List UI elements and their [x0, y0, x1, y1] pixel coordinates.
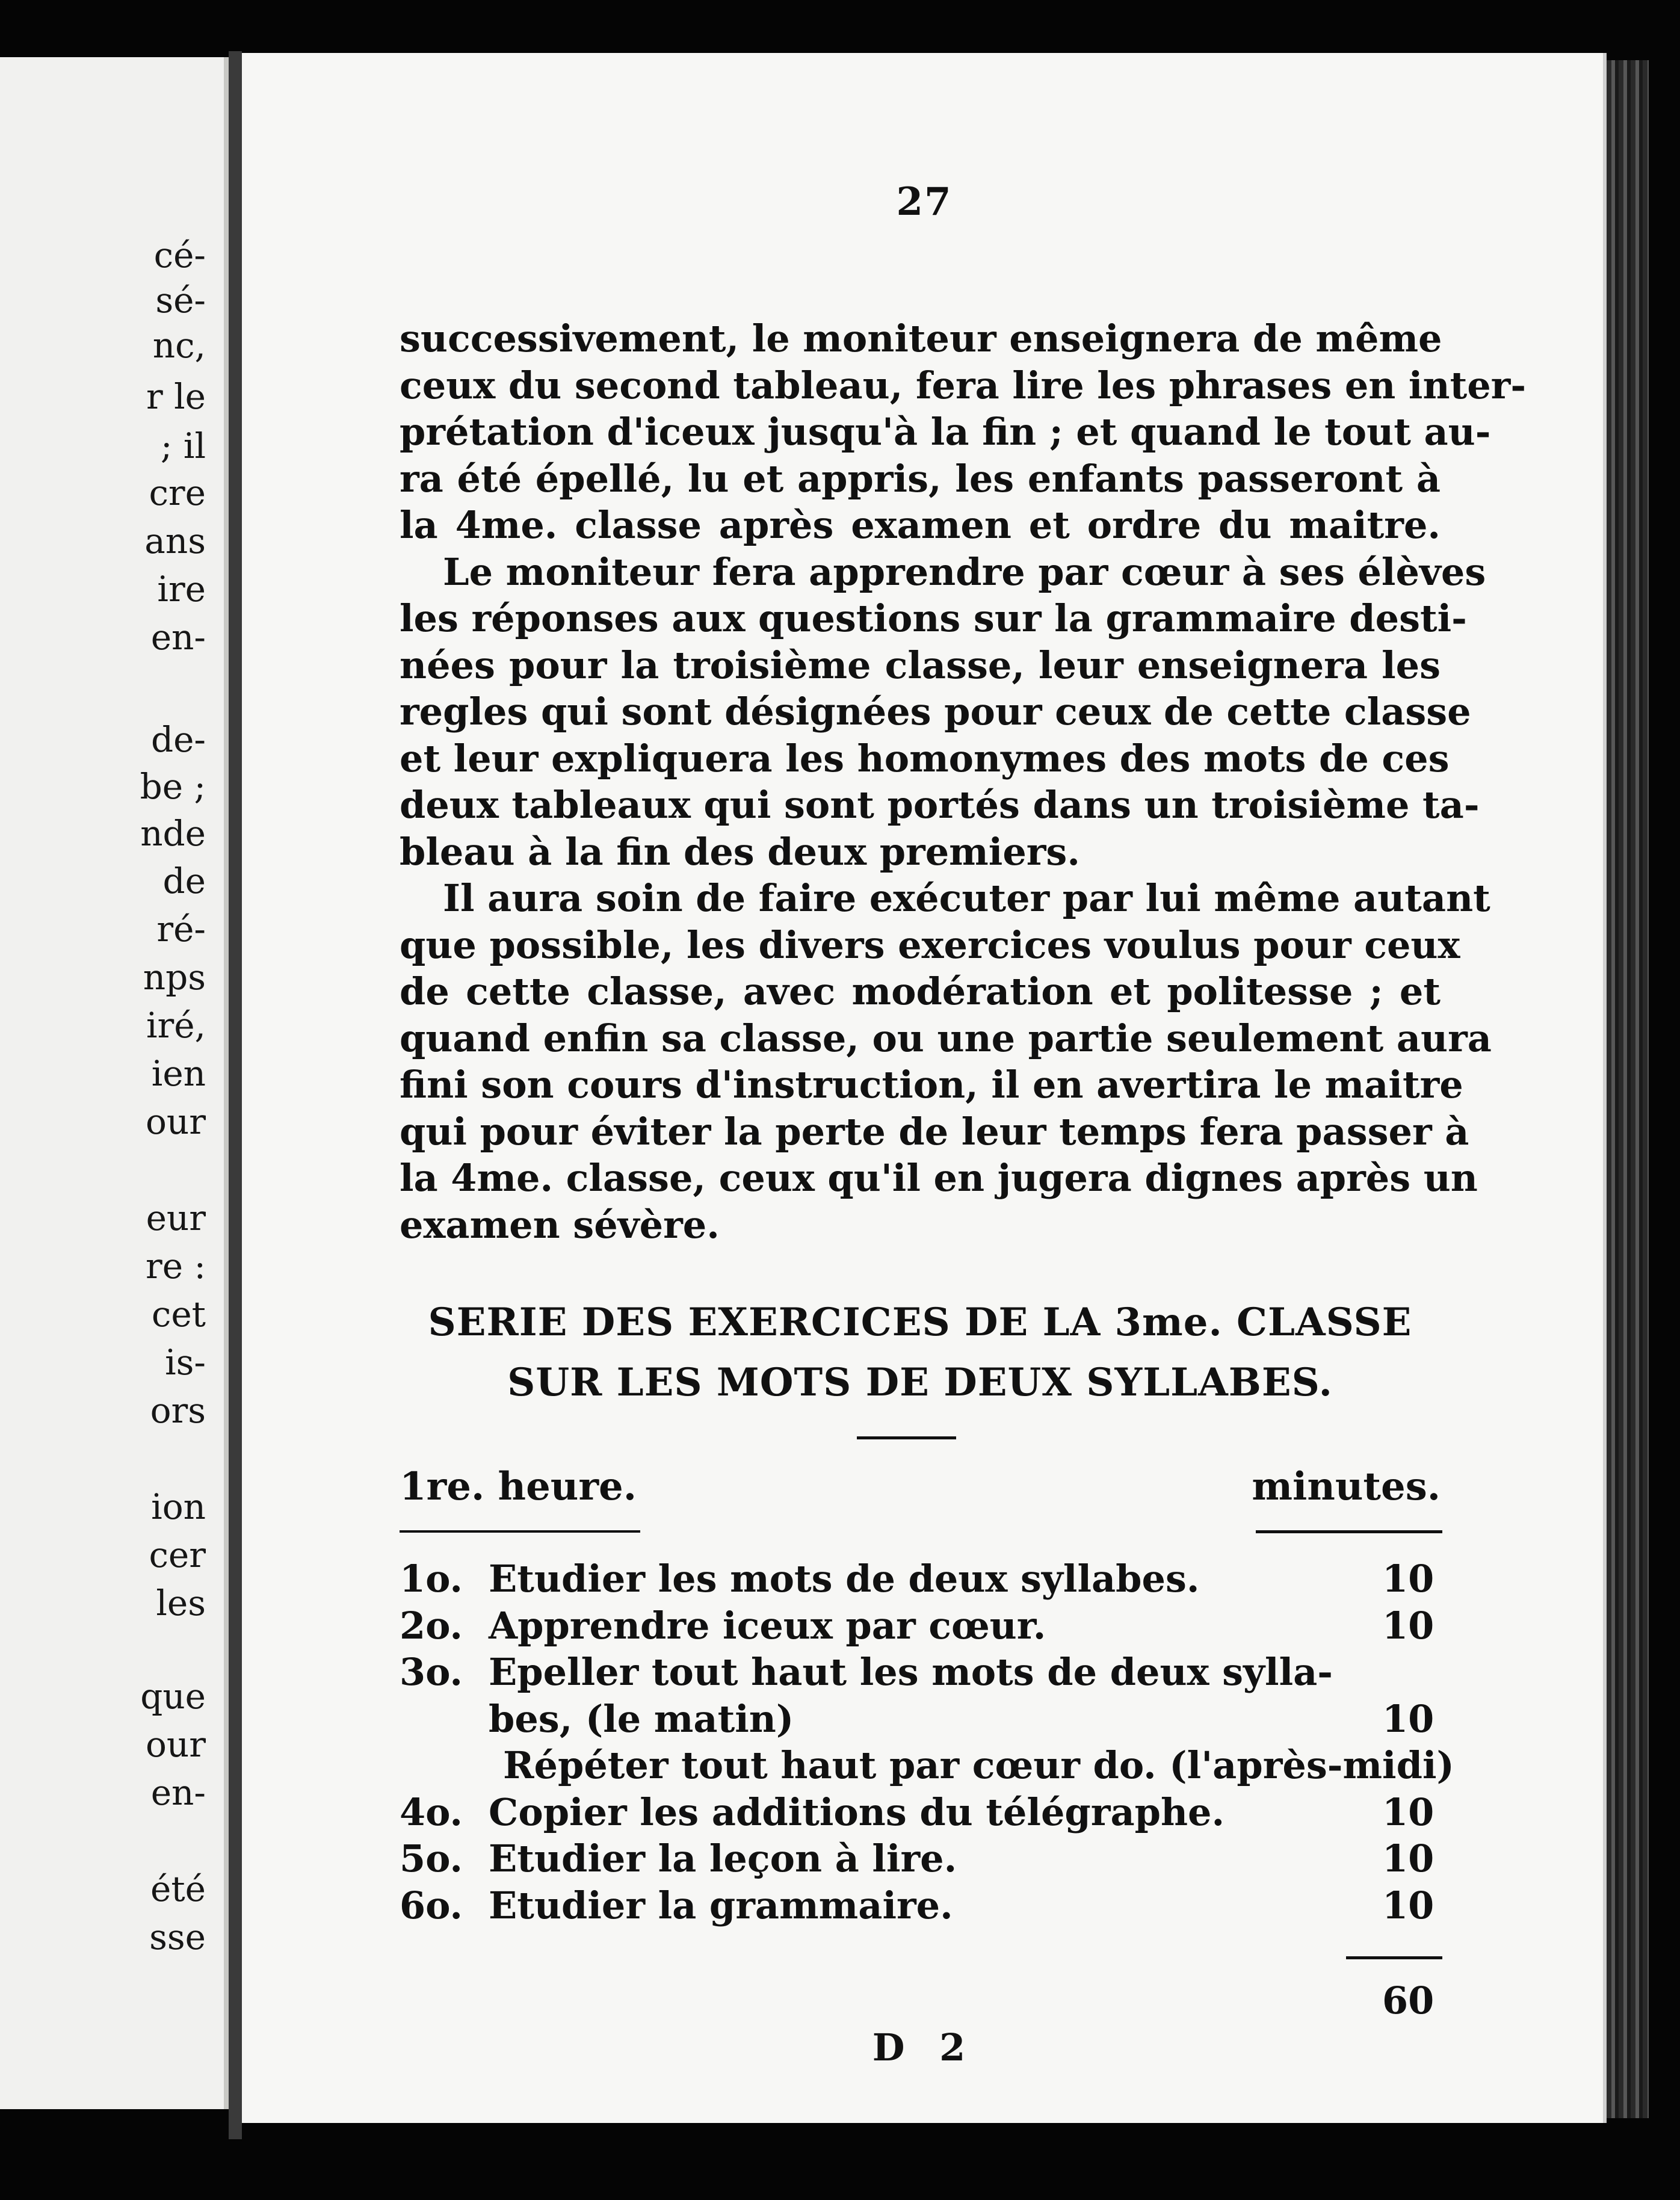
left-page-fragment: cre [149, 472, 206, 513]
text-line: de cette classe, avec modération et politesse ; et [400, 969, 1441, 1013]
heading-rule [857, 1436, 956, 1439]
exercise-number: 5o. [400, 1837, 463, 1880]
sum-rule [1346, 1956, 1442, 1959]
text-line: nées pour la troisième classe, leur enseignera les [400, 643, 1441, 687]
exercise-text: Epeller tout haut les mots de deux sylla- [489, 1650, 1333, 1694]
left-page-fragment: été [150, 1868, 206, 1909]
total-minutes: 60 [1382, 1979, 1434, 2022]
left-page-fragment: ion [151, 1486, 206, 1527]
left-page-fragment: ré- [156, 909, 206, 950]
page-edges [1607, 60, 1649, 2118]
left-page-fragment: de- [150, 719, 206, 760]
text-line: ceux du second tableau, fera lire les phrases en inter- [400, 363, 1527, 407]
text-line: qui pour éviter la perte de leur temps fera passer à [400, 1109, 1469, 1154]
left-page-fragment: ans [144, 521, 206, 561]
left-page-fragment: sé- [155, 280, 206, 321]
printer-signature: D 2 [872, 2025, 977, 2069]
minutes-underline [1256, 1530, 1442, 1533]
left-page-fragment: eur [146, 1197, 206, 1238]
text-line: la 4me. classe, ceux qu'il en jugera dignes après un [400, 1156, 1478, 1200]
exercise-minutes: 10 [1382, 1790, 1434, 1834]
left-page-fragment: r le [146, 376, 206, 417]
text-line: successivement, le moniteur enseignera de même [400, 317, 1442, 360]
text-line: Il aura soin de faire exécuter par lui même autant [443, 876, 1490, 920]
text-line: fini son cours d'instruction, il en avertira le maitre [400, 1063, 1463, 1107]
left-page-fragment: que [140, 1676, 206, 1717]
minutes-label: minutes. [1252, 1464, 1441, 1509]
exercise-number: 3o. [400, 1650, 463, 1694]
left-facing-page [0, 57, 229, 2109]
list-item [400, 1696, 1465, 1743]
hour-underline [400, 1530, 640, 1533]
exercise-minutes: 10 [1382, 1883, 1434, 1927]
left-page-fragment: cé- [153, 235, 206, 276]
exercise-minutes: 10 [1382, 1837, 1434, 1880]
left-page-fragment: iré, [146, 1005, 206, 1046]
text-line: regles qui sont désignées pour ceux de cette classe [400, 690, 1471, 734]
left-page-fragment: en- [150, 617, 206, 658]
text-line: ra été épellé, lu et appris, les enfants passeront à [400, 456, 1441, 501]
list-item [400, 1882, 1465, 1929]
exercise-text: Répéter tout haut par cœur do. (l'après-midi) [503, 1743, 1454, 1787]
exercise-text: Apprendre iceux par cœur. [489, 1603, 1046, 1648]
exercise-minutes: 10 [1382, 1557, 1434, 1601]
left-page-fragment: cet [151, 1294, 206, 1335]
left-page-fragment: de [162, 861, 206, 901]
left-page-fragment: les [156, 1583, 206, 1624]
text-line: la 4me. classe après examen et ordre du maitre. [400, 503, 1441, 547]
text-line: prétation d'iceux jusqu'à la fin ; et quand le tout au- [400, 410, 1491, 454]
exercise-text: Copier les additions du télégraphe. [489, 1790, 1225, 1834]
left-page-fragment: is- [165, 1342, 206, 1383]
left-page-fragment: sse [149, 1917, 206, 1957]
left-page-fragment: ors [150, 1390, 206, 1431]
list-item [400, 1602, 1465, 1649]
text-line: que possible, les divers exercices voulus pour ceux [400, 922, 1460, 967]
list-item [400, 1649, 1465, 1696]
left-page-fragment: our [146, 1724, 206, 1765]
paragraph-3 [400, 875, 1492, 1248]
left-page-fragment: be ; [140, 766, 206, 807]
book-page [242, 53, 1607, 2123]
section-heading-line-1: SERIE DES EXERCICES DE LA 3me. CLASSE [428, 1300, 1412, 1345]
text-line: bleau à la fin des deux premiers. [400, 829, 1080, 874]
left-page-fragment: nde [140, 813, 206, 854]
exercise-list [400, 1556, 1465, 1929]
exercise-number: 4o. [400, 1790, 463, 1834]
page-number: 27 [896, 179, 953, 224]
left-page-fragment: ; il [160, 425, 206, 466]
body-text [400, 315, 1527, 1248]
exercise-number: 2o. [400, 1603, 463, 1648]
text-line: examen sévère. [400, 1202, 720, 1247]
exercise-text: Etudier la grammaire. [489, 1883, 953, 1927]
exercise-number: 6o. [400, 1883, 463, 1927]
text-line: et leur expliquera les homonymes des mots de ces [400, 736, 1450, 780]
exercise-minutes: 10 [1382, 1603, 1434, 1648]
left-page-fragment: ire [157, 569, 206, 610]
list-item [400, 1789, 1465, 1836]
exercise-text: Etudier la leçon à lire. [489, 1837, 957, 1880]
text-line: deux tableaux qui sont portés dans un troisième ta- [400, 783, 1480, 827]
section-heading-line-2: SUR LES MOTS DE DEUX SYLLABES. [507, 1360, 1333, 1405]
exercise-minutes: 10 [1382, 1696, 1434, 1741]
left-page-fragment: re : [145, 1246, 206, 1287]
text-line: les réponses aux questions sur la grammaire desti- [400, 596, 1467, 640]
left-page-fragment: ien [151, 1053, 206, 1094]
left-page-fragment: en- [150, 1772, 206, 1813]
list-item [400, 1742, 1465, 1789]
list-item [400, 1556, 1465, 1602]
paragraph-1 [400, 315, 1527, 549]
left-page-fragment: our [146, 1101, 206, 1142]
list-item [400, 1835, 1465, 1882]
left-page-fragment: cer [149, 1534, 206, 1575]
book-gutter [229, 51, 242, 2139]
hour-label: 1re. heure. [400, 1464, 637, 1509]
left-page-fragment: nc, [152, 325, 206, 366]
text-line: Le moniteur fera apprendre par cœur à ses élèves [443, 549, 1486, 594]
exercise-text: Etudier les mots de deux syllabes. [489, 1557, 1200, 1601]
left-page-fragment: nps [143, 957, 206, 998]
paragraph-2 [400, 549, 1486, 876]
exercise-text: bes, (le matin) [489, 1696, 794, 1741]
exercise-number: 1o. [400, 1557, 463, 1601]
text-line: quand enfin sa classe, ou une partie seulement aura [400, 1016, 1492, 1060]
